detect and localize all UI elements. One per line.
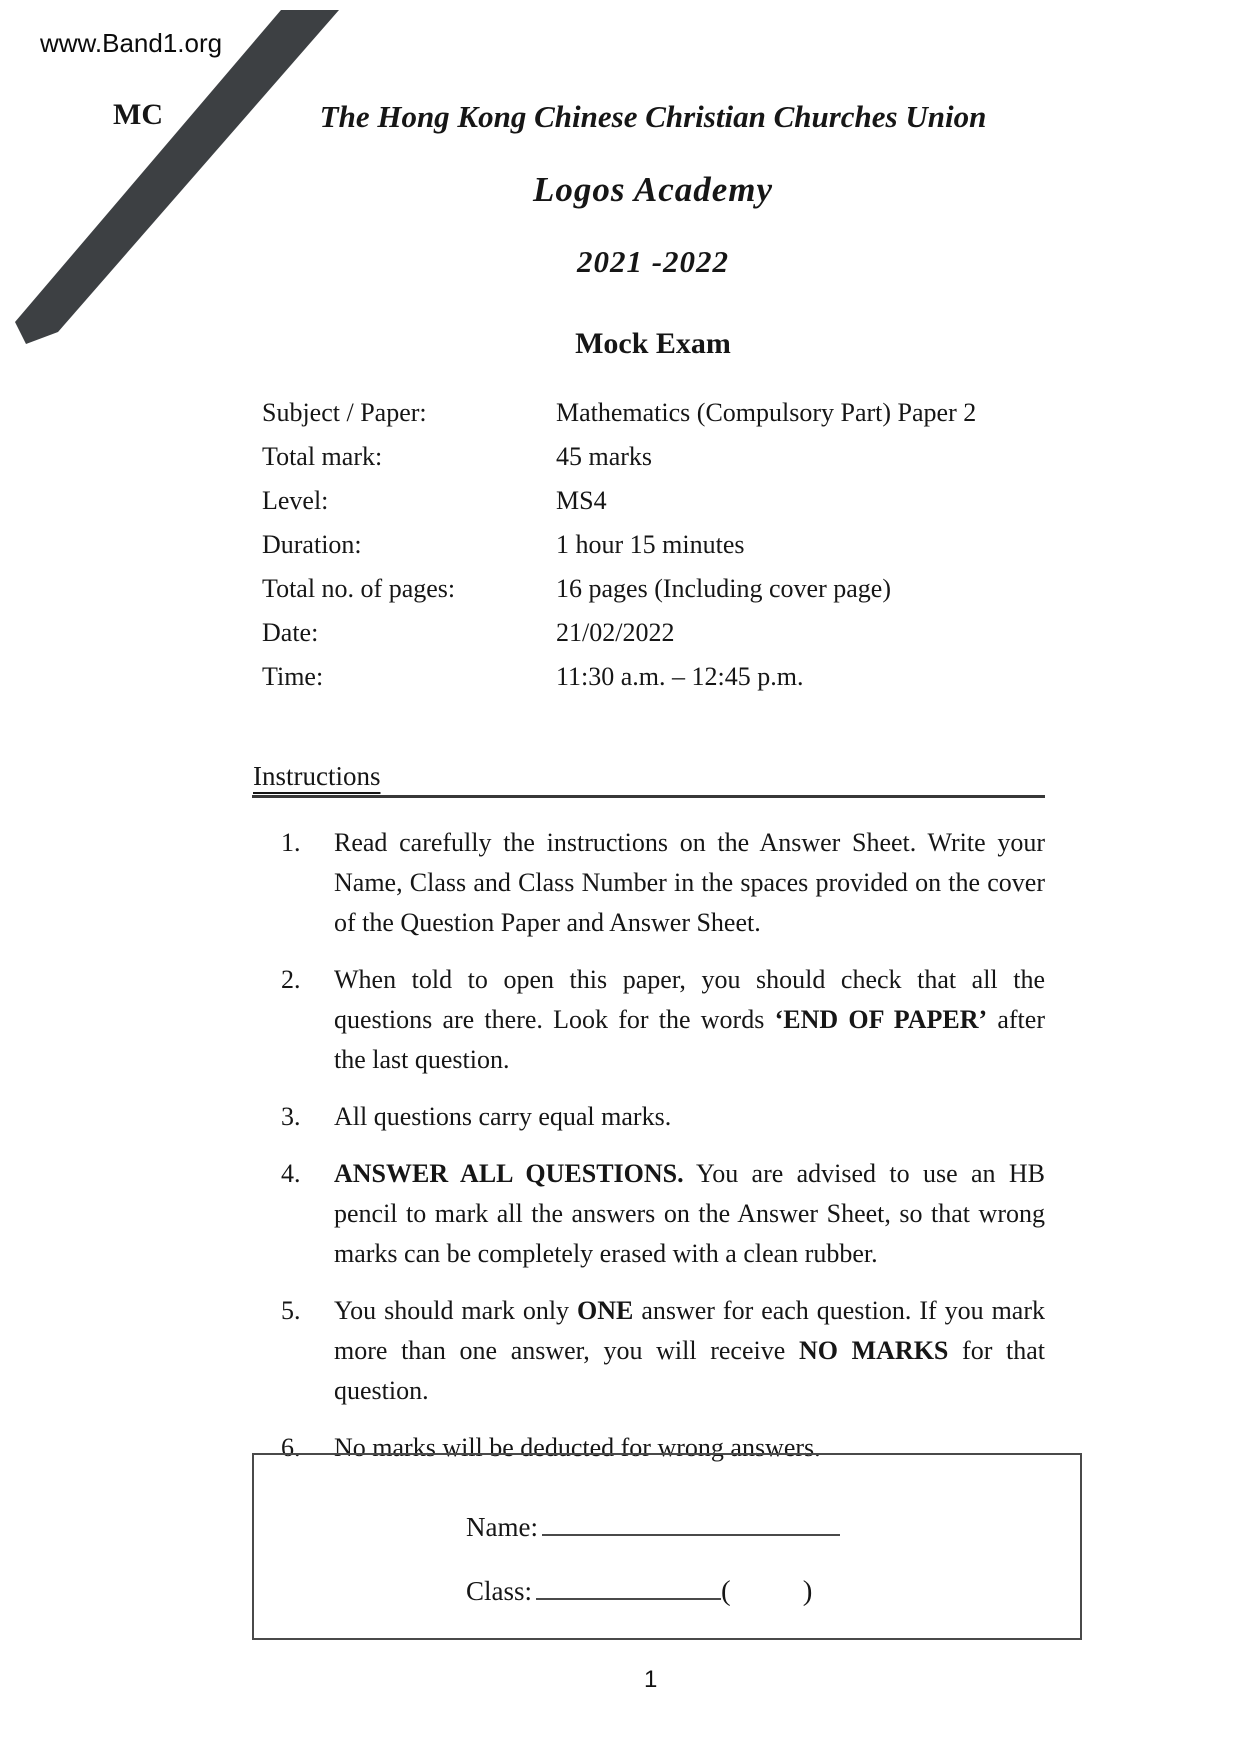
watermark-url-text: www.Band1.org (40, 28, 223, 58)
instruction-number: 4. (281, 1159, 301, 1188)
instruction-bold-segment: NO MARKS (798, 1336, 949, 1365)
instruction-item (281, 823, 1045, 943)
detail-label: Total mark: (262, 442, 383, 471)
instruction-bold-segment: ANSWER ALL QUESTIONS. (334, 1159, 684, 1188)
name-label: Name: (466, 1512, 538, 1542)
instruction-number: 6. (281, 1433, 301, 1462)
class-label: Class: (466, 1576, 533, 1606)
instruction-segment: All questions carry equal marks. (334, 1102, 672, 1131)
detail-value: 45 marks (556, 442, 653, 471)
instruction-item (281, 960, 1045, 1080)
class-number-open-paren: ( (721, 1575, 731, 1607)
instruction-item (281, 1291, 1045, 1411)
instruction-item (281, 1154, 1045, 1274)
instruction-segment: answer for each question. If you mark more than one answer, you will receive (334, 1296, 1045, 1365)
detail-label: Time: (262, 662, 324, 691)
instructions-list (281, 823, 1045, 1485)
class-blank-line (536, 1571, 721, 1600)
name-row (466, 1507, 840, 1543)
instruction-number: 2. (281, 965, 301, 994)
detail-row (262, 398, 976, 442)
detail-value: MS4 (556, 486, 607, 515)
detail-label: Total no. of pages: (262, 574, 456, 603)
detail-row (262, 486, 976, 530)
detail-value: 11:30 a.m. – 12:45 p.m. (556, 662, 804, 691)
instruction-item (281, 1097, 1045, 1137)
instructions-heading: Instructions (253, 761, 381, 791)
exam-details-table (262, 398, 976, 706)
instruction-number: 1. (281, 828, 301, 857)
instruction-segment: for that question. (334, 1336, 1045, 1405)
detail-row (262, 530, 976, 574)
detail-row (262, 574, 976, 618)
instruction-bold-segment: ONE (577, 1296, 634, 1325)
instruction-segment: after the last question. (334, 1005, 1045, 1074)
organization-title: The Hong Kong Chinese Christian Churches Union (319, 99, 987, 134)
detail-value: 21/02/2022 (556, 618, 675, 647)
name-blank-line (542, 1507, 840, 1536)
instruction-text (334, 960, 1045, 1080)
class-number-close-paren: ) (802, 1575, 813, 1607)
instructions-divider-rule (252, 795, 1045, 798)
name-class-box (252, 1453, 1082, 1640)
instruction-segment: Read carefully the instructions on the Answer Sheet. Write your Name, Class and Class Number in the spaces provided on the cover of the Question Paper and Answer Sheet. (334, 828, 1045, 937)
instruction-number: 3. (281, 1102, 301, 1131)
instruction-segment: You should mark only (334, 1296, 578, 1325)
class-row (466, 1571, 812, 1608)
instruction-number: 5. (281, 1296, 301, 1325)
school-name-title: Logos Academy (532, 170, 774, 209)
instruction-segment: No marks will be deducted for wrong answers. (334, 1433, 821, 1462)
page-number: 1 (644, 1666, 658, 1693)
detail-value: 16 pages (Including cover page) (556, 574, 891, 603)
detail-row (262, 442, 976, 486)
instruction-bold-segment: ‘END OF PAPER’ (774, 1005, 988, 1034)
instruction-segment: You are advised to use an HB pencil to mark all the answers on the Answer Sheet, so that wrong marks can be completely erased with a clean rubber. (334, 1159, 1045, 1268)
exam-type-title: Mock Exam (575, 327, 731, 360)
detail-row (262, 618, 976, 662)
instruction-text (334, 1097, 1045, 1137)
detail-value: 1 hour 15 minutes (556, 530, 745, 559)
detail-label: Subject / Paper: (262, 398, 427, 427)
instruction-segment: When told to open this paper, you should check that all the questions are there. Look for the words (334, 965, 1045, 1034)
detail-value: Mathematics (Compulsory Part) Paper 2 (556, 398, 977, 427)
detail-label: Duration: (262, 530, 362, 559)
instruction-text (334, 823, 1045, 943)
paper-code-label: MC (113, 98, 163, 131)
detail-row (262, 662, 976, 706)
school-year-title: 2021 -2022 (576, 244, 730, 279)
instruction-text (334, 1154, 1045, 1274)
instruction-text (334, 1291, 1045, 1411)
detail-label: Date: (262, 618, 319, 647)
detail-label: Level: (262, 486, 329, 515)
